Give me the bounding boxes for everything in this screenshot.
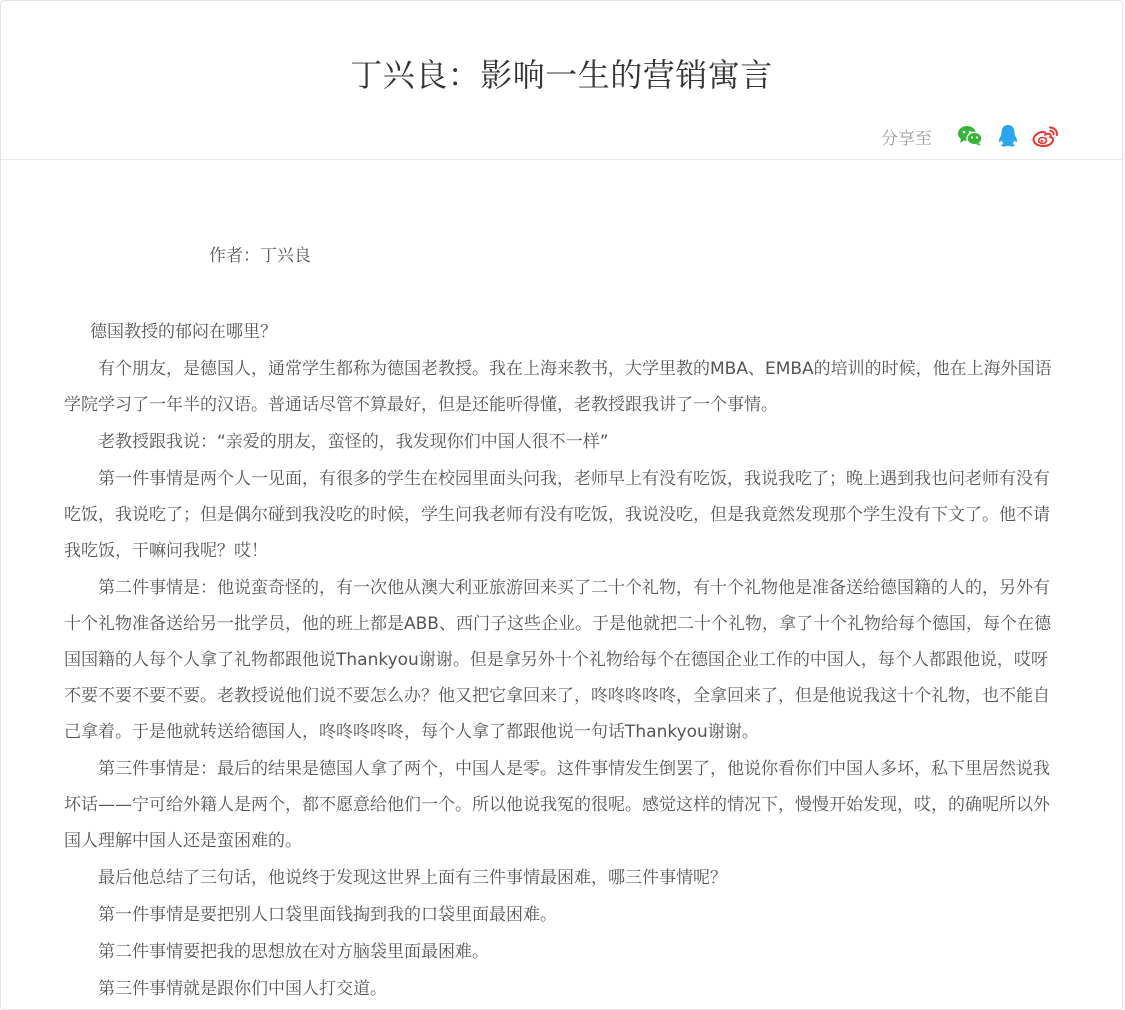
article-paragraph: 第三件事情就是跟你们中国人打交道。 (98, 979, 387, 999)
share-bar (881, 121, 1060, 151)
share-qq-button[interactable] (994, 122, 1022, 150)
weibo-icon (1032, 124, 1060, 148)
article-paragraph: 第一件事情是两个人一见面，有很多的学生在校园里面头问我，老师早上有没有吃饭，我说我吃了；晚上遇到我也问老师有没有吃饭，我说吃了；但是偶尔碰到我没吃的时候，学生问我老师有没有吃饭，我说没吃，但是我竟然发现那个学生没有下文了。他不请我吃饭，干嘛问我呢？哎！ (64, 469, 1050, 561)
share-weibo-button[interactable] (1032, 122, 1060, 150)
article-paragraph: 第一件事情是要把别人口袋里面钱掏到我的口袋里面最困难。 (98, 905, 557, 925)
share-label: 分享至 (881, 128, 932, 149)
wechat-icon (957, 125, 983, 147)
article-paragraph: 德国教授的郁闷在哪里？ (90, 322, 277, 342)
article-paragraph: 最后他总结了三句话，他说终于发现这世界上面有三件事情最困难，哪三件事情呢？ (98, 868, 727, 888)
article-author: 作者：丁兴良 (209, 246, 311, 266)
article-paragraph: 有个朋友，是德国人，通常学生都称为德国老教授。我在上海来教书，大学里教的MBA、EMBA的培训的时候，他在上海外国语学院学习了一年半的汉语。普通话尽管不算最好，但是还能听得懂，老教授跟我讲了一个事情。 (64, 359, 1052, 415)
article-header (1, 1, 1122, 160)
article-paragraph: 老教授跟我说：“亲爱的朋友，蛮怪的，我发现你们中国人很不一样” (98, 432, 609, 452)
article-title: 丁兴良：影响一生的营销寓言 (350, 56, 773, 94)
share-wechat-button[interactable] (956, 122, 984, 150)
article-paragraph: 第二件事情是：他说蛮奇怪的，有一次他从澳大利亚旅游回来买了二十个礼物，有十个礼物他是准备送给德国籍的人的，另外有十个礼物准备送给另一批学员，他的班上都是ABB、西门子这些企业。于是他就把二十个礼物，拿了十个礼物给每个德国，每个在德国国籍的人每个人拿了礼物都跟他说Thankyou谢谢。但是拿另外十个礼物给每个在德国企业工作的中国人，每个人都跟他说，哎呀不要不要不要不要。老教授说他们说不要怎么办？他又把它拿回来了，咚咚咚咚咚，全拿回来了，但是他说我这十个礼物，也不能自己拿着。于是他就转送给德国人，咚咚咚咚咚，每个人拿了都跟他说一句话Thankyou谢谢。 (64, 578, 1051, 742)
qq-icon (997, 124, 1019, 148)
article-paragraph: 第二件事情要把我的思想放在对方脑袋里面最困难。 (98, 942, 489, 962)
article-paragraph: 第三件事情是：最后的结果是德国人拿了两个，中国人是零。这件事情发生倒罢了，他说你看你们中国人多坏，私下里居然说我坏话——宁可给外籍人是两个，都不愿意给他们一个。所以他说我冤的很呢。感觉这样的情况下，慢慢开始发现，哎，的确呢所以外国人理解中国人还是蛮困难的。 (64, 759, 1050, 851)
article-body (64, 314, 1064, 1008)
